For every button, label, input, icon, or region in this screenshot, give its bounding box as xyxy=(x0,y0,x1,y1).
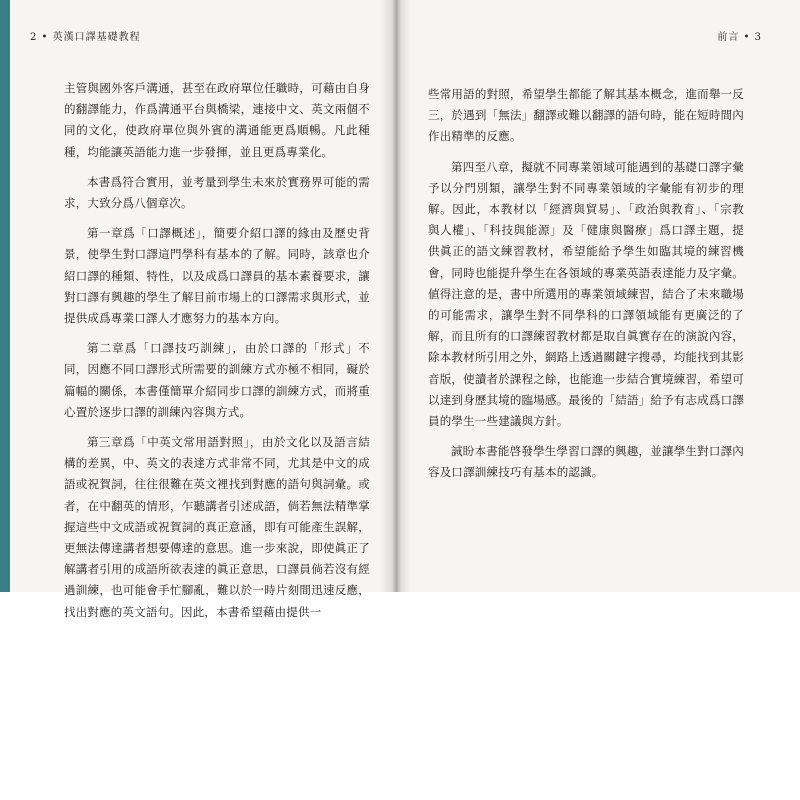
left-page-body xyxy=(64,78,370,632)
paragraph: 第三章爲「中英文常用語對照」，由於文化以及語言結構的差異，中、英文的表達方式非常不同，尤其是中文的成語或祝賀詞，往往很難在英文裡找到對應的語句與詞彙。或者，在中翻英的情形，乍聽講者引述成語，倘若無法精準掌握這些中文成語或祝賀詞的真正意涵，即有可能產生誤解，更無法傳達講者想要傳達的意思。進一步來說，即使眞正了解講者引用的成語所欲表達的眞正意思，口譯員倘若沒有經過訓練，也可能會手忙腳亂，難以於一時片刻間迅速反應，找出對應的英文語句。因此，本書希望藉由提供一 xyxy=(64,435,370,619)
book-gutter xyxy=(380,0,410,592)
left-running-header: 2 • 英漢口譯基礎教程 xyxy=(30,32,141,43)
paragraph: 本書爲符合實用，並考量到學生未來於實務界可能的需求，大致分爲八個章次。 xyxy=(64,174,370,211)
paragraph: 第一章爲「口譯概述」，簡要介紹口譯的緣由及歷史背景，使學生對口譯這門學科有基本的了解。同時，該章也介紹口譯的種類、特性，以及成爲口譯員的基本素養要求，讓對口譯有興趣的學生了解目前市場上的口譯需求與形式，並提供成爲專業口譯人才應努力的基本方向。 xyxy=(64,226,370,326)
paragraph: 主管與國外客戶溝通，甚至在政府單位任職時，可藉由自身的翻譯能力，作爲溝通平台與橋梁，連接中文、英文兩個不同的文化，使政府單位與外賓的溝通能更爲順暢。凡此種種，均能讓英語能力進一步發揮，並且更爲專業化。 xyxy=(64,81,370,159)
paragraph: 些常用語的對照，希望學生都能了解其基本概念，進而舉一反三，於遇到「無法」翻譯或難以翻譯的語句時，能在短時間內作出精準的反應。 xyxy=(428,87,744,144)
paragraph: 第二章爲「口譯技巧訓練」，由於口譯的「形式」不同，因應不同口譯形式所需要的訓練方式亦極不相同，礙於篇幅的關係，本書僅簡單介紹同步口譯的訓練方式，而將重心置於逐步口譯的訓練內容與方式。 xyxy=(64,341,370,419)
cover-edge-strip xyxy=(0,0,10,592)
paragraph: 第四至八章，擬就不同專業領域可能遇到的基礎口譯字彙予以分門別類，讓學生對不同專業領域的字彙能有初步的理解。因此，本教材以「經濟與貿易」、「政治與教育」、「宗教與人權」、「科技與能源」及「健康與醫療」爲口譯主題，提供眞正的語文練習教材，希望能給予學生如臨其境的練習機會，同時也能提升學生在各領域的專業英語表達能力及字彙。値得注意的是，書中所選用的專業領域練習，結合了未來職場的可能需求，讓學生對不同學科的口譯領域能有更廣泛的了解，而且所有的口譯練習教材都是取自眞實存在的演說內容，除本教材所引用之外，網路上透過關鍵字搜尋，均能找到其影音版，使讀者於課程之餘，也能進一步結合實境練習，希望可以達到身歷其境的臨場感。最後的「結語」給予有志成爲口譯員的學生一些建議與方針。 xyxy=(428,159,744,429)
right-page-body xyxy=(428,84,744,493)
right-running-header: 前言 • 3 xyxy=(717,32,762,43)
paragraph: 誠盼本書能啓發學生學習口譯的興趣，並讓學生對口譯內容及口譯訓練技巧有基本的認識。 xyxy=(428,444,744,480)
